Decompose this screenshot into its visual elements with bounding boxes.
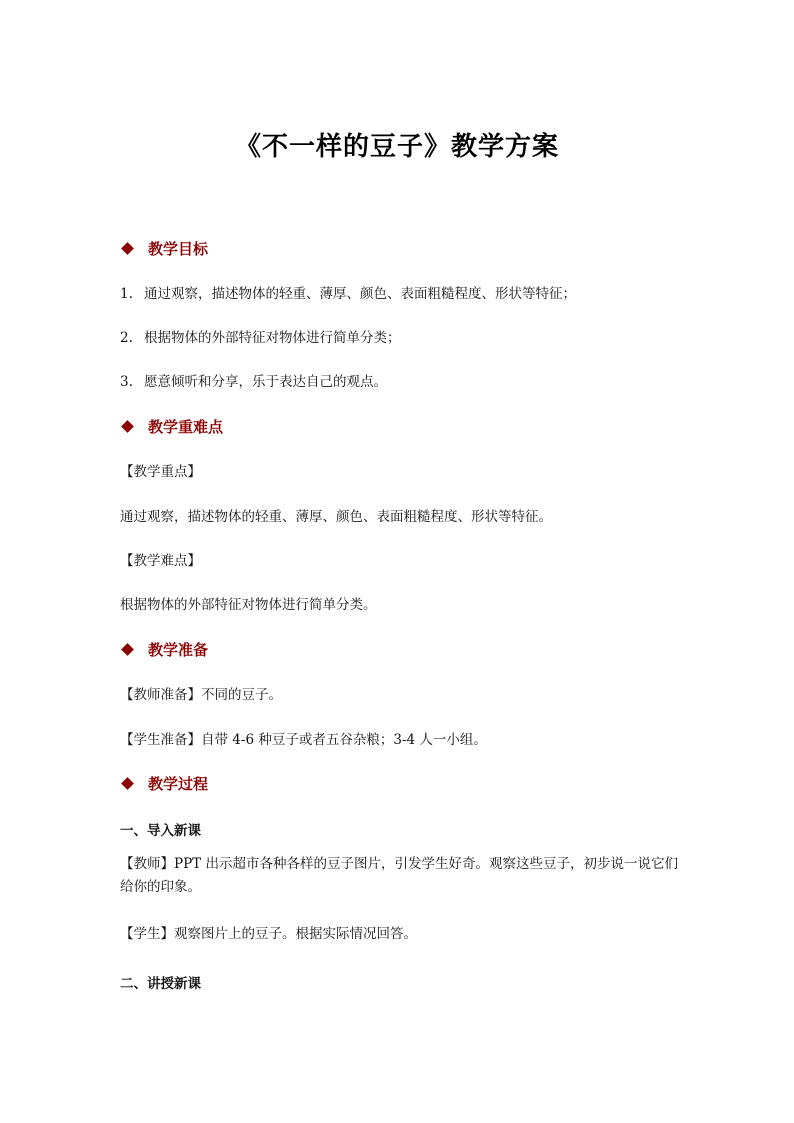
section-heading-preparation [120,639,208,660]
section-heading-label: 教学目标 [148,240,209,258]
teacher-activity: 【教师】PPT 出示超市各种各样的豆子图片，引发学生好奇。观察这些豆子，初步说一说它们给你的印象。 [120,856,678,895]
goal-number: 3. [120,374,133,390]
section-heading-goals [120,238,208,259]
difficulty-text: 根据物体的外部特征对物体进行简单分类。 [120,597,377,613]
diamond-bullet-icon [121,777,134,790]
section-heading-process [120,773,208,794]
diamond-bullet-icon [121,242,134,255]
process-part-title: 二、讲授新课 [120,976,201,992]
goal-number: 2. [120,330,133,346]
goal-number: 1. [120,286,133,302]
section-heading-label: 教学重难点 [148,418,224,436]
goal-text: 通过观察，描述物体的轻重、薄厚、颜色、表面粗糙程度、形状等特征； [144,286,576,302]
focus-label: 【教学重点】 [120,464,201,480]
teacher-preparation: 【教师准备】不同的豆子。 [120,687,282,703]
section-heading-label: 教学准备 [148,641,209,659]
student-activity: 【学生】观察图片上的豆子。根据实际情况回答。 [120,926,417,942]
goal-item [120,371,387,394]
section-heading-key-points [120,416,223,437]
diamond-bullet-icon [121,420,134,433]
goal-item [120,283,576,306]
goal-text: 根据物体的外部特征对物体进行简单分类； [144,330,401,346]
focus-text: 通过观察，描述物体的轻重、薄厚、颜色、表面粗糙程度、形状等特征。 [120,509,552,525]
process-part-title: 一、导入新课 [120,823,201,839]
diamond-bullet-icon [121,643,134,656]
goal-text: 愿意倾听和分享，乐于表达自己的观点。 [144,374,387,390]
section-heading-label: 教学过程 [148,775,209,793]
difficulty-label: 【教学难点】 [120,553,201,569]
page-title: 《不一样的豆子》教学方案 [234,132,559,162]
student-preparation: 【学生准备】自带 4-6 种豆子或者五谷杂粮；3-4 人一小组。 [120,732,487,748]
goal-item [120,327,401,350]
